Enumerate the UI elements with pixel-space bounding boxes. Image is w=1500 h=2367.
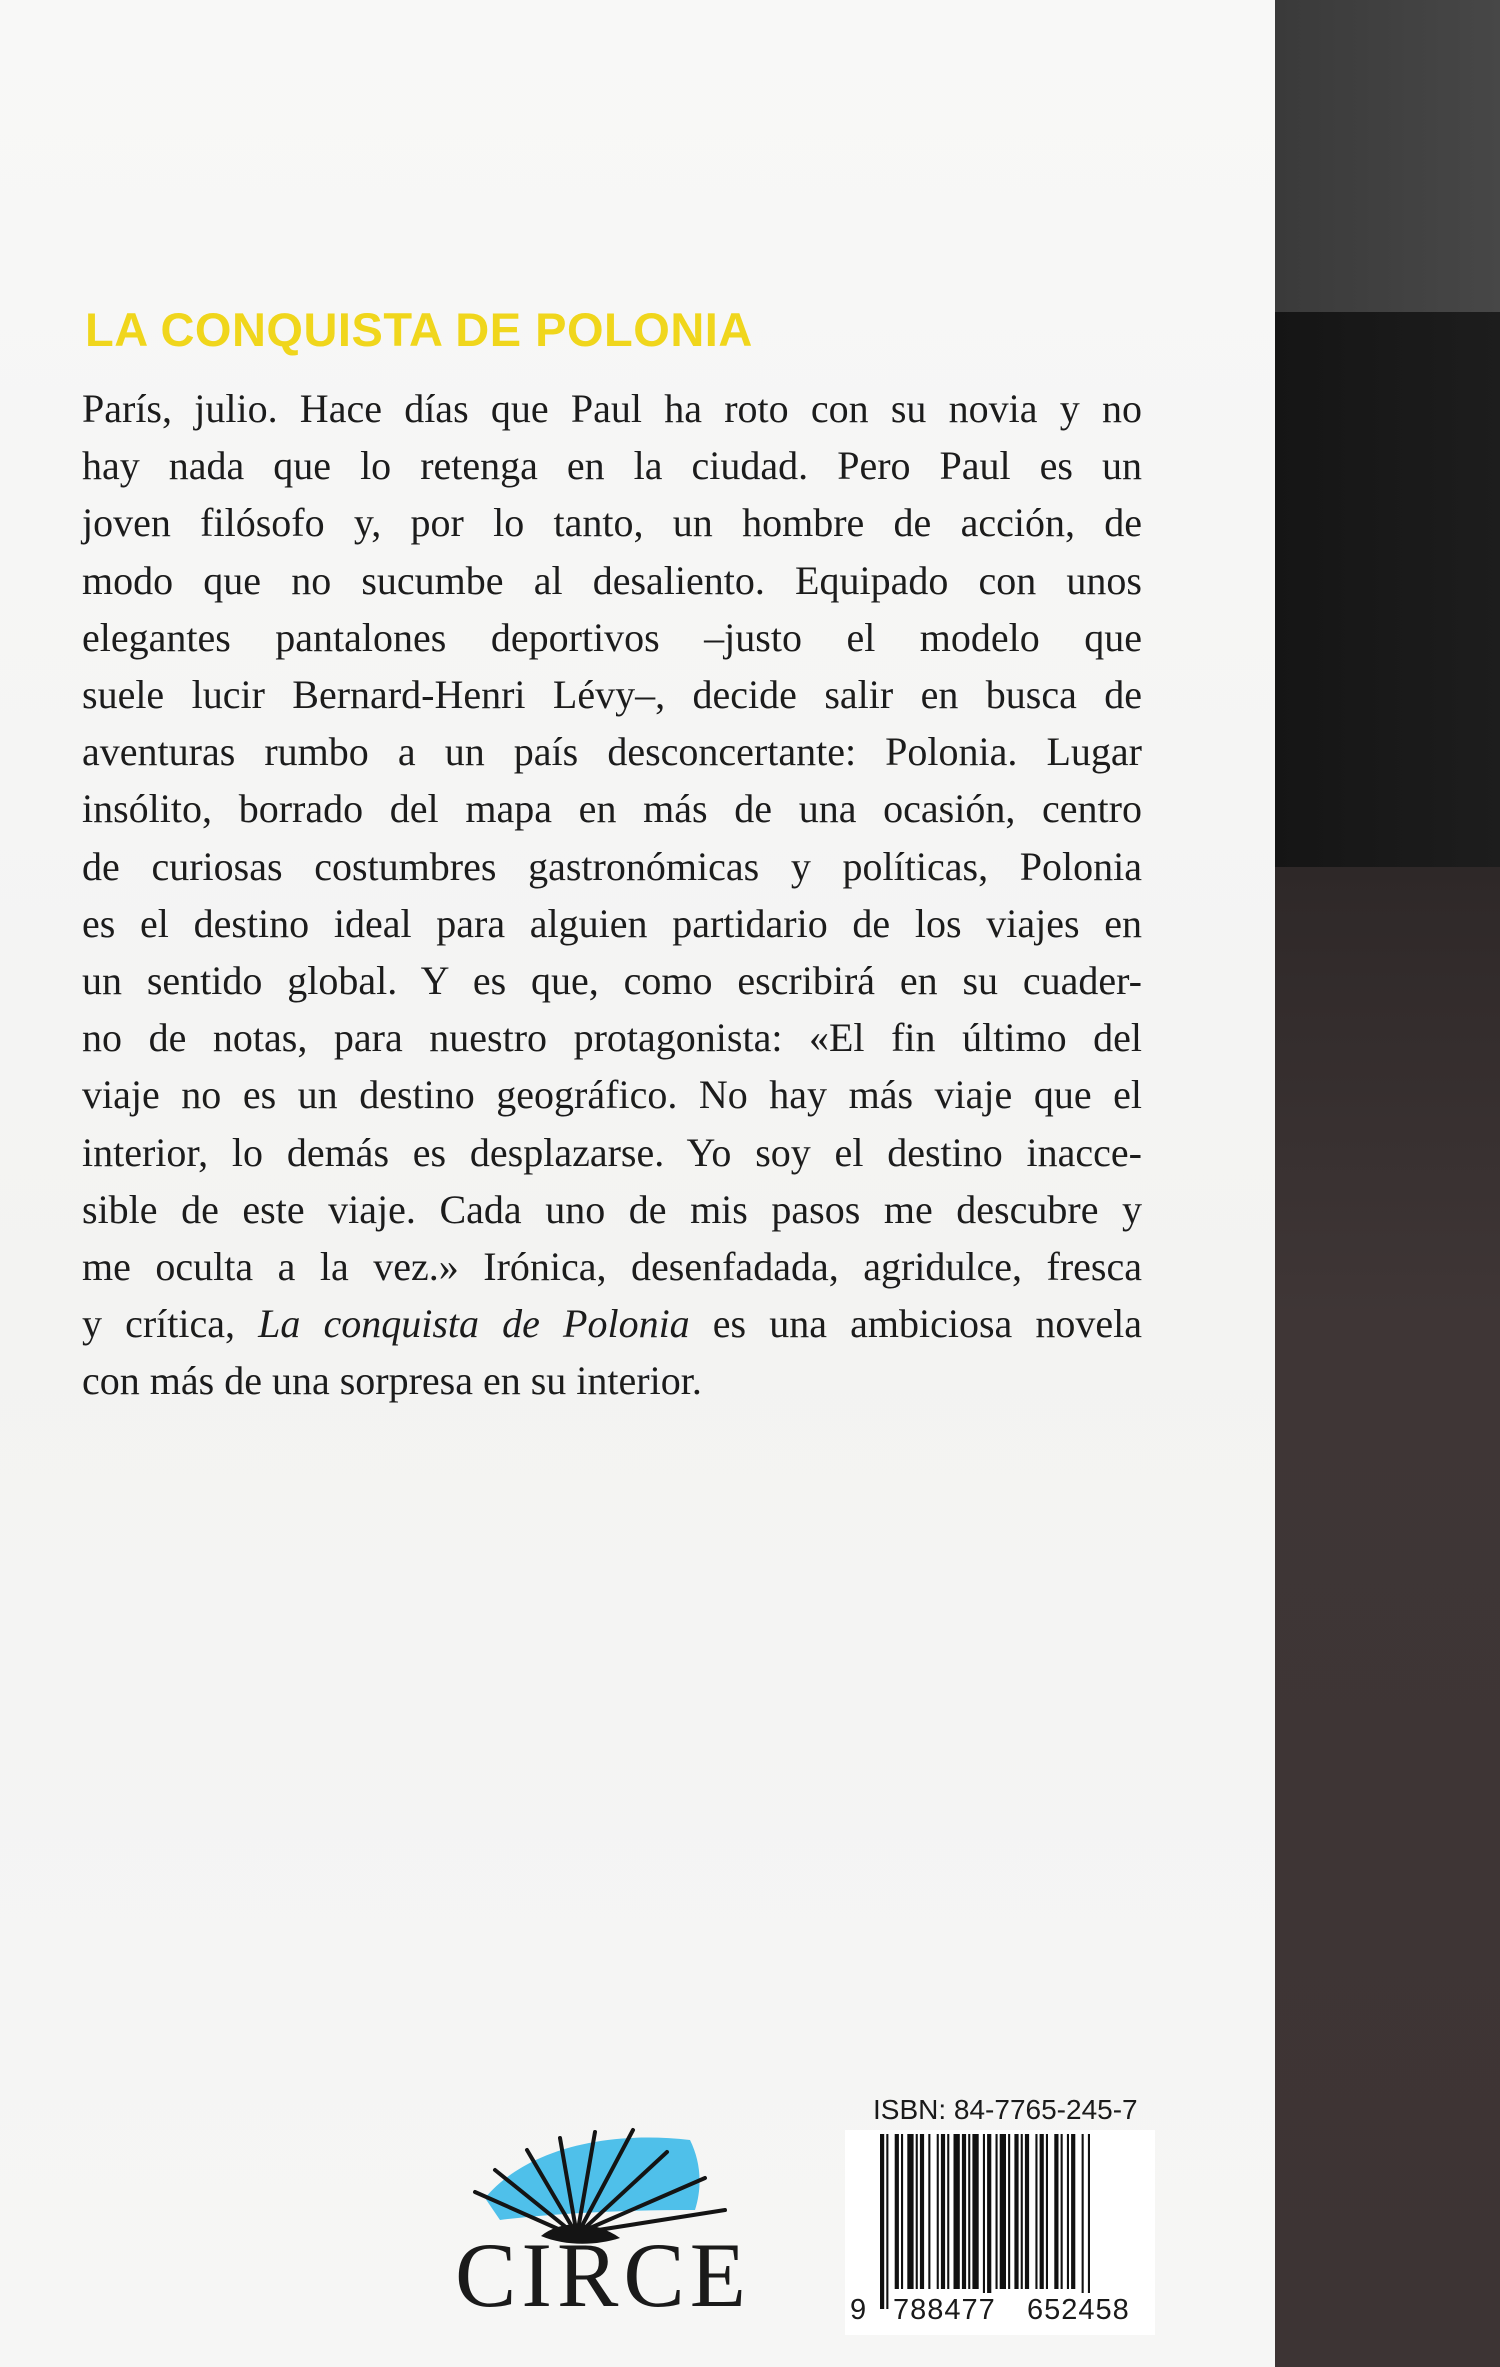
synopsis-line: me oculta a la vez.» Irónica, desenfadada, agridulce, fresca [82, 1244, 1142, 1290]
synopsis-line: joven filósofo y, por lo tanto, un hombre de acción, de [82, 500, 1142, 546]
synopsis-line: modo que no sucumbe al desaliento. Equipado con unos [82, 557, 1142, 603]
barcode-right-digits: 652458 [1027, 2294, 1130, 2326]
spine-black-band [1275, 312, 1500, 867]
book-title: LA CONQUISTA DE POLONIA [85, 303, 753, 356]
synopsis-line [82, 1295, 1142, 1352]
synopsis-line: un sentido global. Y es que, como escribirá en su cuader- [82, 958, 1142, 1004]
synopsis-line: con más de una sorpresa en su interior. [82, 1358, 702, 1404]
synopsis-text: es una ambiciosa novela [689, 1301, 1142, 1347]
synopsis-text: y crítica, [82, 1301, 259, 1347]
synopsis-line: elegantes pantalones deportivos –justo el modelo que [82, 614, 1142, 660]
spine-upper-band [1275, 0, 1500, 312]
synopsis-line: suele lucir Bernard-Henri Lévy–, decide salir en busca de [82, 672, 1142, 718]
isbn-label: ISBN: 84-7765-245-7 [873, 2094, 1138, 2125]
barcode-lead-digit: 9 [850, 2294, 867, 2326]
synopsis-line: aventuras rumbo a un país desconcertante: Polonia. Lugar [82, 729, 1142, 775]
synopsis-line: hay nada que lo retenga en la ciudad. Pero Paul es un [82, 443, 1142, 489]
synopsis-line: sible de este viaje. Cada uno de mis pasos me descubre y [82, 1186, 1142, 1232]
synopsis-line: interior, lo demás es desplazarse. Yo soy el destino inacce- [82, 1129, 1142, 1175]
synopsis-line: no de notas, para nuestro protagonista: «El fin último del [82, 1015, 1142, 1061]
spine-lower-band [1275, 867, 1500, 2367]
synopsis-line: insólito, borrado del mapa en más de una ocasión, centro [82, 786, 1142, 832]
synopsis-line: París, julio. Hace días que Paul ha roto con su novia y no [82, 386, 1142, 431]
barcode-icon [878, 2134, 1153, 2309]
synopsis-line: de curiosas costumbres gastronómicas y políticas, Polonia [82, 843, 1142, 889]
publisher-name: CIRCE [455, 2224, 751, 2326]
book-title-italic: La conquista de Polonia [258, 1301, 690, 1347]
synopsis-line: viaje no es un destino geográfico. No hay más viaje que el [82, 1072, 1142, 1118]
synopsis [82, 380, 1142, 1410]
barcode-left-digits: 788477 [893, 2294, 996, 2326]
synopsis-line: es el destino ideal para alguien partidario de los viajes en [82, 900, 1142, 946]
